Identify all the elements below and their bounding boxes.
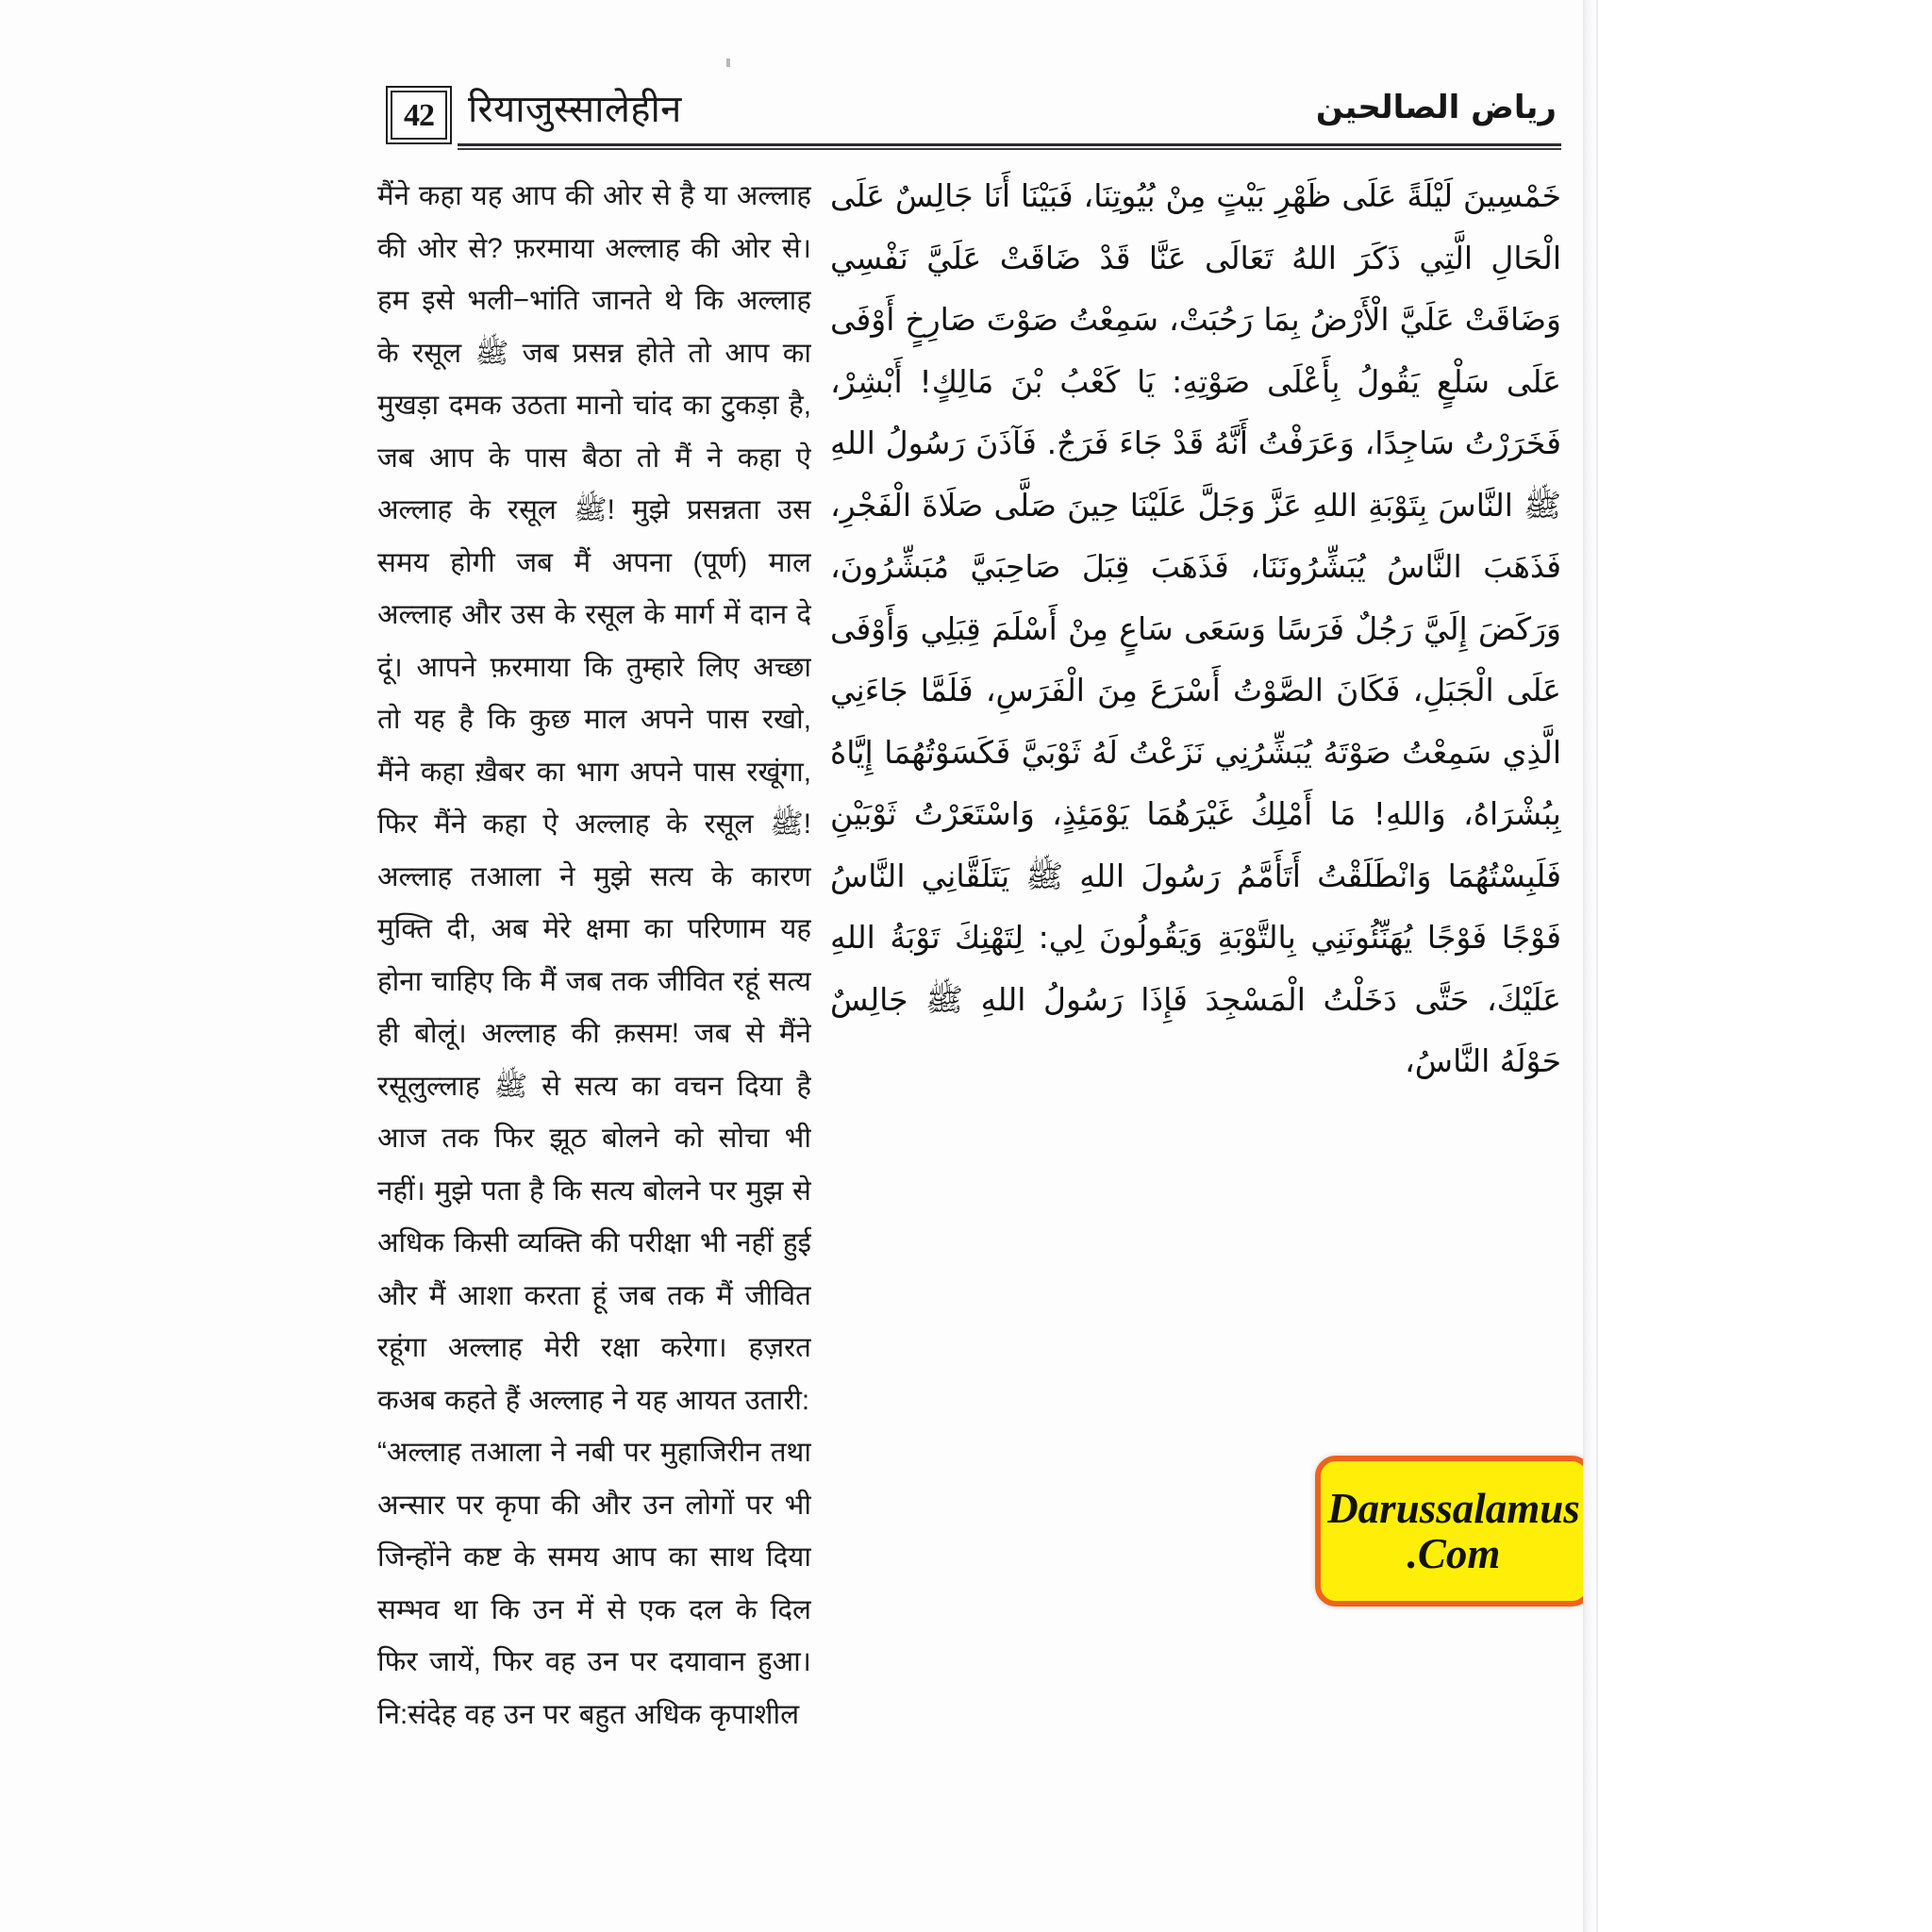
page-outer-margin (1594, 0, 1932, 1932)
watermark-line-one: Darussalamus (1327, 1485, 1580, 1532)
page-edge-line (1596, 0, 1598, 1932)
header-rule-top (458, 143, 1561, 146)
watermark-line-two: .Com (1407, 1530, 1501, 1577)
page-number-box (386, 86, 452, 144)
hindi-text-column (377, 170, 811, 1821)
scan-artifact-speck (726, 58, 730, 67)
book-title-arabic: رياض الصالحين (1315, 89, 1557, 126)
header-divider-rule (458, 143, 1561, 150)
page-number: 42 (404, 98, 434, 133)
page-header (377, 83, 1557, 149)
book-title-hindi: रियाजुस्सालेहीन (468, 89, 682, 130)
arabic-paragraph-body: خَمْسِينَ لَيْلَةً عَلَى ظَهْرِ بَيْتٍ مِنْ بُيُوتِنَا، فَبَيْنَا أَنَا جَالِسٌ عَلَى الْحَالِ الَّتِي ذَكَرَ اللهُ تَعَالَى عَنَّا قَدْ ضَاقَتْ عَلَيَّ نَفْسِي وَضَاقَتْ عَلَيَّ الْأَرْضُ بِمَا رَحُبَتْ، سَمِعْتُ صَوْتَ صَارِخٍ أَوْفَى عَلَى سَلْعٍ يَقُولُ بِأَعْلَى صَوْتِهِ: يَا كَعْبُ بْنَ مَالِكٍ! أَبْشِرْ، فَخَرَرْتُ سَاجِدًا، وَعَرَفْتُ أَنَّهُ قَدْ جَاءَ فَرَجٌ. فَآذَنَ رَسُولُ اللهِ ﷺ النَّاسَ بِتَوْبَةِ اللهِ عَزَّ وَجَلَّ عَلَيْنَا حِينَ صَلَّى صَلَاةَ الْفَجْرِ، فَذَهَبَ النَّاسُ يُبَشِّرُونَنَا، فَذَهَبَ قِبَلَ صَاحِبَيَّ مُبَشِّرُونَ، وَرَكَضَ إِلَيَّ رَجُلٌ فَرَسًا وَسَعَى سَاعٍ مِنْ أَسْلَمَ قِبَلِي وَأَوْفَى عَلَى الْجَبَلِ، فَكَانَ الصَّوْتُ أَسْرَعَ مِنَ الْفَرَسِ، فَلَمَّا جَاءَنِي الَّذِي سَمِعْتُ صَوْتَهُ يُبَشِّرُنِي نَزَعْتُ لَهُ ثَوْبَيَّ فَكَسَوْتُهُمَا إِيَّاهُ بِبُشْرَاهُ، وَاللهِ! مَا أَمْلِكُ غَيْرَهُمَا يَوْمَئِذٍ، وَاسْتَعَرْتُ ثَوْبَيْنِ فَلَبِسْتُهُمَا وَانْطَلَقْتُ أَتَأَمَّمُ رَسُولَ اللهِ ﷺ يَتَلَقَّانِي النَّاسُ فَوْجًا فَوْجًا يُهَنِّئُونَنِي بِالتَّوْبَةِ وَيَقُولُونَ لِي: لِتَهْنِكَ تَوْبَةُ اللهِ عَلَيْكَ، حَتَّى دَخَلْتُ الْمَسْجِدَ فَإِذَا رَسُولُ اللهِ ﷺ جَالِسٌ حَوْلَهُ النَّاسُ، (830, 177, 1561, 1079)
darussalamus-watermark-badge (1315, 1456, 1592, 1607)
hindi-paragraph-quote: “अल्लाह तआला ने नबी पर मुहाजिरीन तथा अन्सार पर कृपा की और उन लोगों पर भी जिन्होंने कष्ट के समय आप का साथ दिया सम्भव था कि उन में से एक दल के दिल फिर जायें, फिर वह उन पर दयावान हुआ। नि:संदेह वह उन पर बहुत अधिक कृपाशील (377, 1437, 811, 1730)
header-rule-bottom (458, 148, 1561, 150)
hindi-paragraph-body: मैंने कहा यह आप की ओर से है या अल्लाह की ओर से? फ़रमाया अल्लाह की ओर से। हम इसे भली−भांति जानते थे कि अल्लाह के रसूल ﷺ जब प्रसन्न होते तो आप का मुखड़ा दमक उठता मानो चांद का टुकड़ा है, जब आप के पास बैठा तो मैं ने कहा ऐ अल्लाह के रसूल ﷺ! मुझे प्रसन्नता उस समय होगी जब मैं अपना (पूर्ण) माल अल्लाह और उस के रसूल के मार्ग में दान दे दूं। आपने फ़रमाया कि तुम्हारे लिए अच्छा तो यह है कि कुछ माल अपने पास रखो, मैंने कहा ख़ैबर का भाग अपने पास रखूंगा, फिर मैंने कहा ऐ अल्लाह के रसूल ﷺ! अल्लाह तआला ने मुझे सत्य के कारण मुक्ति दी, अब मेरे क्षमा का परिणाम यह होना चाहिए कि मैं जब तक जीवित रहूं सत्य ही बोलूं। अल्लाह की क़सम! जब से मैंने रसूलुल्लाह ﷺ से सत्य का वचन दिया है आज तक फिर झूठ बोलने को सोचा भी नहीं। मुझे पता है कि सत्य बोलने पर मुझ से अधिक किसी व्यक्ति की परीक्षा भी नहीं हुई और मैं आशा करता हूं जब तक मैं जीवित रहूंगा अल्लाह मेरी रक्षा करेगा। हज़रत कअब कहते हैं अल्लाह ने यह आयत उतारी: (377, 180, 811, 1416)
